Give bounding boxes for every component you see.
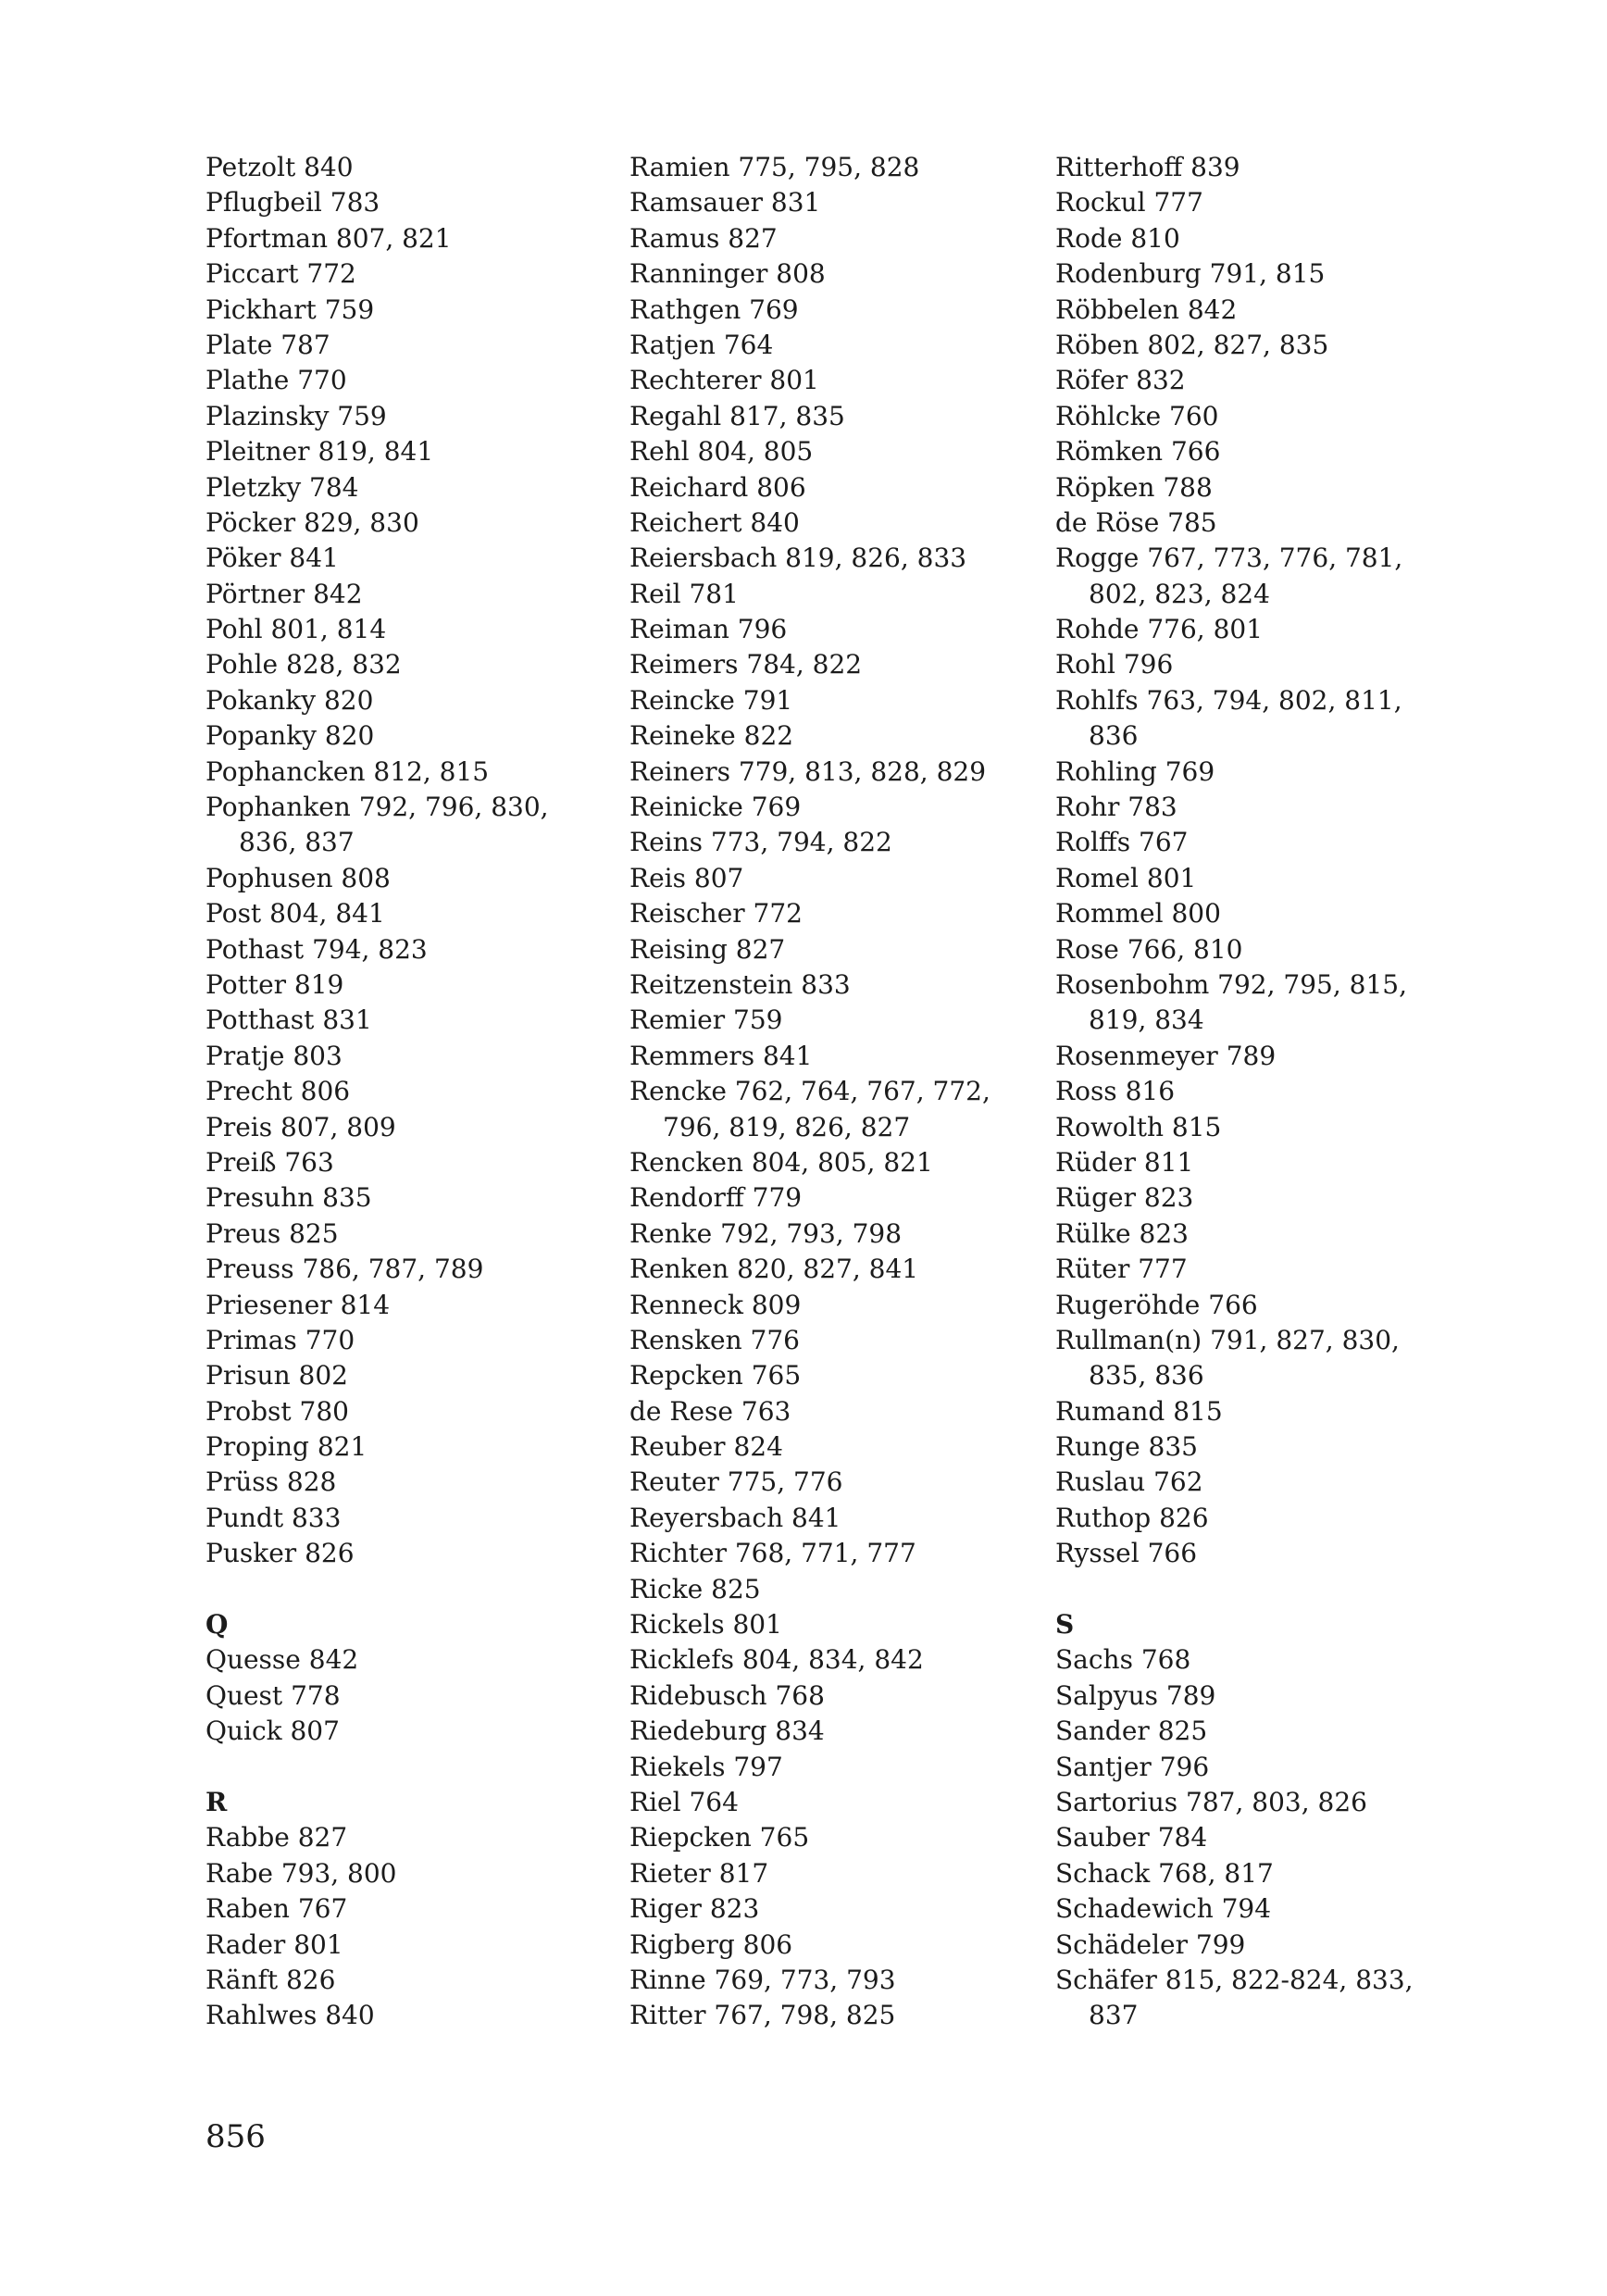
index-entry: Popanky 820 bbox=[206, 720, 375, 752]
index-entry: Rencke 762, 764, 767, 772, bbox=[629, 1076, 990, 1107]
index-entry: Reuber 824 bbox=[629, 1431, 783, 1463]
index-entry: Quesse 842 bbox=[206, 1644, 359, 1676]
index-entry: Piccart 772 bbox=[206, 258, 356, 290]
section-spacer bbox=[206, 1750, 604, 1785]
index-entry: Ritterhoff 839 bbox=[1055, 152, 1240, 182]
index-entry: Sander 825 bbox=[1055, 1716, 1208, 1747]
index-entry: Preis 807, 809 bbox=[206, 1111, 396, 1142]
index-entry: Röbbelen 842 bbox=[1055, 293, 1238, 325]
index-entry: Pletzky 784 bbox=[206, 471, 359, 503]
index-entry: Renke 792, 793, 798 bbox=[629, 1217, 903, 1249]
index-entry: Priesener 814 bbox=[206, 1289, 391, 1320]
index-entry: Ratjen 764 bbox=[629, 329, 774, 360]
index-entry: Potthast 831 bbox=[206, 1004, 372, 1036]
index-entry: Ruslau 762 bbox=[1055, 1466, 1203, 1498]
index-entry: Reinicke 769 bbox=[629, 792, 802, 823]
index-entry: Ramien 775, 795, 828 bbox=[629, 152, 920, 182]
index-entry: Renken 820, 827, 841 bbox=[629, 1254, 919, 1285]
index-entry: Pusker 826 bbox=[206, 1538, 355, 1569]
index-entry: Ruthop 826 bbox=[1055, 1502, 1209, 1533]
index-entry: Ramsauer 831 bbox=[629, 187, 821, 218]
index-entry: Reil 781 bbox=[629, 578, 739, 609]
index-entry: Rodenburg 791, 815 bbox=[1055, 258, 1326, 290]
index-entry: Ricke 825 bbox=[629, 1573, 761, 1604]
index-entry: Pratje 803 bbox=[206, 1040, 343, 1071]
section-spacer bbox=[206, 1572, 604, 1607]
index-entry: Pörtner 842 bbox=[206, 578, 363, 609]
index-entry: Proping 821 bbox=[206, 1431, 367, 1463]
index-entry: Precht 806 bbox=[206, 1076, 351, 1107]
index-entry: Plate 787 bbox=[206, 329, 330, 360]
index-entry: Röhlcke 760 bbox=[1055, 400, 1219, 431]
index-entry: Rüter 777 bbox=[1055, 1254, 1188, 1285]
index-entry: Riger 823 bbox=[629, 1893, 760, 1925]
index-entry: Sartorius 787, 803, 826 bbox=[1055, 1786, 1367, 1817]
index-entry: Rohl 796 bbox=[1055, 649, 1174, 680]
index-column-left bbox=[206, 150, 604, 2034]
index-entry: Reis 807 bbox=[629, 862, 744, 893]
index-entry: de Rese 763 bbox=[629, 1395, 791, 1427]
index-entry: Rosenmeyer 789 bbox=[1055, 1040, 1277, 1071]
section-letter-heading: R bbox=[206, 1786, 228, 1817]
index-entry: Potter 819 bbox=[206, 968, 344, 1000]
index-entry: Pöker 841 bbox=[206, 543, 339, 574]
index-entry: Reitzenstein 833 bbox=[629, 968, 851, 1000]
index-entry: Pophusen 808 bbox=[206, 862, 391, 893]
index-entry: Rickels 801 bbox=[629, 1609, 782, 1641]
index-entry: Pokanky 820 bbox=[206, 684, 374, 716]
index-entry: Reineke 822 bbox=[629, 720, 794, 752]
index-entry: Reiersbach 819, 826, 833 bbox=[629, 543, 967, 574]
index-entry: Rugeröhde 766 bbox=[1055, 1289, 1258, 1320]
index-entry-continuation: 819, 834 bbox=[1089, 1004, 1204, 1036]
index-entry: Rüder 811 bbox=[1055, 1146, 1194, 1178]
index-entry: Rose 766, 810 bbox=[1055, 933, 1243, 965]
index-entry: Repcken 765 bbox=[629, 1360, 802, 1391]
index-entry: Schadewich 794 bbox=[1055, 1893, 1272, 1925]
index-entry: Pophanken 792, 796, 830, bbox=[206, 792, 549, 823]
index-entry: Riedeburg 834 bbox=[629, 1716, 825, 1747]
index-entry: Reichard 806 bbox=[629, 471, 806, 503]
index-entry: Rechterer 801 bbox=[629, 365, 819, 396]
index-entry: Pothast 794, 823 bbox=[206, 933, 428, 965]
index-entry: Ricklefs 804, 834, 842 bbox=[629, 1644, 924, 1676]
index-entry: Ridebusch 768 bbox=[629, 1679, 825, 1711]
index-entry: Rüger 823 bbox=[1055, 1182, 1194, 1214]
index-entry: Pöcker 829, 830 bbox=[206, 506, 419, 538]
index-entry: Rohr 783 bbox=[1055, 792, 1177, 823]
index-entry: Plazinsky 759 bbox=[206, 400, 387, 431]
index-entry: Rumand 815 bbox=[1055, 1395, 1223, 1427]
index-entry: Petzolt 840 bbox=[206, 152, 354, 182]
index-entry: Rockul 777 bbox=[1055, 187, 1203, 218]
index-entry: Rabe 793, 800 bbox=[206, 1857, 397, 1889]
index-entry: Reins 773, 794, 822 bbox=[629, 827, 892, 858]
index-entry: Rohling 769 bbox=[1055, 755, 1215, 787]
index-entry: Regahl 817, 835 bbox=[629, 400, 845, 431]
index-entry: Riel 764 bbox=[629, 1786, 739, 1817]
index-entry-continuation: 802, 823, 824 bbox=[1089, 578, 1270, 609]
index-entry-continuation: 837 bbox=[1089, 2000, 1139, 2031]
index-entry: Ränft 826 bbox=[206, 1964, 336, 1995]
index-entry: Rencken 804, 805, 821 bbox=[629, 1146, 933, 1178]
index-entry: Reiners 779, 813, 828, 829 bbox=[629, 755, 987, 787]
index-entry: Rader 801 bbox=[206, 1928, 343, 1960]
index-entry: Rogge 767, 773, 776, 781, bbox=[1055, 543, 1403, 574]
index-entry: Rendorff 779 bbox=[629, 1182, 803, 1214]
index-entry: Rathgen 769 bbox=[629, 293, 799, 325]
index-entry: Prisun 802 bbox=[206, 1360, 348, 1391]
index-entry: Preus 825 bbox=[206, 1217, 339, 1249]
index-entry: Probst 780 bbox=[206, 1395, 349, 1427]
index-entry: Schädeler 799 bbox=[1055, 1928, 1246, 1960]
index-entry: Plathe 770 bbox=[206, 365, 347, 396]
index-entry: Reising 827 bbox=[629, 933, 786, 965]
index-entry: Romel 801 bbox=[1055, 862, 1197, 893]
index-entry: Preiß 763 bbox=[206, 1146, 334, 1178]
index-entry: Rohlfs 763, 794, 802, 811, bbox=[1055, 684, 1402, 716]
section-letter-heading: Q bbox=[206, 1609, 229, 1641]
index-entry: Rosenbohm 792, 795, 815, bbox=[1055, 968, 1408, 1000]
section-spacer bbox=[1055, 1572, 1444, 1607]
index-entry: Sachs 768 bbox=[1055, 1644, 1191, 1676]
index-entry: Reuter 775, 776 bbox=[629, 1466, 843, 1498]
index-entry: Pundt 833 bbox=[206, 1502, 342, 1533]
index-entry: Röfer 832 bbox=[1055, 365, 1186, 396]
index-entry: Presuhn 835 bbox=[206, 1182, 372, 1214]
index-entry: Post 804, 841 bbox=[206, 898, 385, 930]
index-entry: Rode 810 bbox=[1055, 222, 1180, 254]
index-entry: Primas 770 bbox=[206, 1324, 355, 1355]
index-entry: Riekels 797 bbox=[629, 1751, 783, 1782]
index-entry: Renneck 809 bbox=[629, 1289, 802, 1320]
index-entry: Rieter 817 bbox=[629, 1857, 769, 1889]
index-entry: Rehl 804, 805 bbox=[629, 436, 814, 468]
index-entry-continuation: 835, 836 bbox=[1089, 1360, 1204, 1391]
section-letter-heading: S bbox=[1055, 1609, 1075, 1641]
index-entry: Runge 835 bbox=[1055, 1431, 1198, 1463]
index-entry: Rohde 776, 801 bbox=[1055, 614, 1264, 645]
index-entry: Schäfer 815, 822-824, 833, bbox=[1055, 1964, 1414, 1995]
index-entry: Rensken 776 bbox=[629, 1324, 800, 1355]
index-entry: Pophancken 812, 815 bbox=[206, 755, 490, 787]
index-entry: Römken 766 bbox=[1055, 436, 1221, 468]
index-entry: Quick 807 bbox=[206, 1716, 340, 1747]
index-entry: Pohle 828, 832 bbox=[206, 649, 402, 680]
index-entry: Reischer 772 bbox=[629, 898, 803, 930]
index-entry: Pflugbeil 783 bbox=[206, 187, 380, 218]
index-entry: Ryssel 766 bbox=[1055, 1538, 1198, 1569]
index-entry: Rolffs 767 bbox=[1055, 827, 1189, 858]
index-entry: Prüss 828 bbox=[206, 1466, 337, 1498]
index-entry-continuation: 796, 819, 826, 827 bbox=[663, 1111, 911, 1142]
index-entry: Sauber 784 bbox=[1055, 1822, 1208, 1853]
index-entry: Rullman(n) 791, 827, 830, bbox=[1055, 1324, 1400, 1355]
index-entry: Pickhart 759 bbox=[206, 293, 375, 325]
index-entry: Rinne 769, 773, 793 bbox=[629, 1964, 896, 1995]
index-entry: Schack 768, 817 bbox=[1055, 1857, 1274, 1889]
index-entry-continuation: 836, 837 bbox=[239, 827, 355, 858]
index-column-right bbox=[1055, 150, 1444, 2034]
index-entry: Ross 816 bbox=[1055, 1076, 1176, 1107]
index-entry: Rommel 800 bbox=[1055, 898, 1221, 930]
index-entry: Santjer 796 bbox=[1055, 1751, 1210, 1782]
index-entry: Riepcken 765 bbox=[629, 1822, 810, 1853]
index-entry: Richter 768, 771, 777 bbox=[629, 1538, 916, 1569]
index-entry: Pohl 801, 814 bbox=[206, 614, 387, 645]
index-entry: Reichert 840 bbox=[629, 506, 800, 538]
index-entry: Pfortman 807, 821 bbox=[206, 222, 452, 254]
index-entry: Preuss 786, 787, 789 bbox=[206, 1254, 484, 1285]
page-number: 856 bbox=[206, 2118, 266, 2155]
index-entry: Rowolth 815 bbox=[1055, 1111, 1222, 1142]
index-entry: de Röse 785 bbox=[1055, 506, 1217, 538]
index-entry: Reyersbach 841 bbox=[629, 1502, 841, 1533]
index-column-middle bbox=[629, 150, 1037, 2034]
index-entry: Reiman 796 bbox=[629, 614, 788, 645]
index-entry: Ranninger 808 bbox=[629, 258, 826, 290]
index-entry: Reimers 784, 822 bbox=[629, 649, 863, 680]
index-entry: Quest 778 bbox=[206, 1679, 341, 1711]
index-entry: Ramus 827 bbox=[629, 222, 778, 254]
index-entry: Remier 759 bbox=[629, 1004, 783, 1036]
index-entry: Remmers 841 bbox=[629, 1040, 813, 1071]
index-entry: Röben 802, 827, 835 bbox=[1055, 329, 1329, 360]
index-entry: Rülke 823 bbox=[1055, 1217, 1189, 1249]
index-entry: Rabbe 827 bbox=[206, 1822, 348, 1853]
index-entry: Rahlwes 840 bbox=[206, 2000, 375, 2031]
index-entry-continuation: 836 bbox=[1089, 720, 1139, 752]
index-entry: Salpyus 789 bbox=[1055, 1679, 1216, 1711]
index-entry: Röpken 788 bbox=[1055, 471, 1213, 503]
index-entry: Reincke 791 bbox=[629, 684, 793, 716]
index-entry: Rigberg 806 bbox=[629, 1928, 793, 1960]
index-entry: Ritter 767, 798, 825 bbox=[629, 2000, 896, 2031]
index-entry: Pleitner 819, 841 bbox=[206, 436, 434, 468]
index-entry: Raben 767 bbox=[206, 1893, 348, 1925]
